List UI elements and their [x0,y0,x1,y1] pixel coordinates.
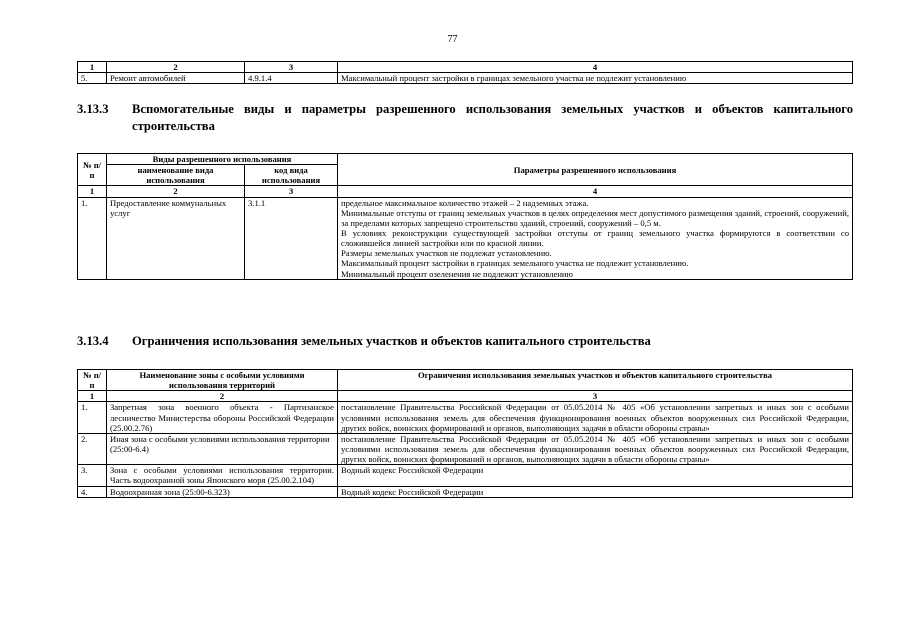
param-line: Минимальный процент озеленения не подлежит установлению [341,268,573,279]
section-title: Вспомогательные виды и параметры разрешенного использования земельных участков и объектов капитального строительства [132,102,853,133]
param-line: Минимальные отступы от границ земельных участков в целях определения мест допустимого размещения зданий, строений, сооружений, за пределами которых запрещено строительство зданий, строений, сооружений – 0,5 м. [341,207,849,228]
table-row [78,486,853,497]
zone-restriction: Водный кодекс Российской Федерации [338,486,853,497]
use-name: Ремонт автомобилей [107,73,245,84]
header-use-name: наименование вида использования [107,165,245,186]
col-number-3: 3 [338,391,853,402]
col-number-1: 1 [78,391,107,402]
col-number-4: 4 [338,186,853,197]
row-number: 2. [78,433,107,464]
use-code: 4.9.1.4 [245,73,338,84]
col-number-4: 4 [338,62,853,73]
row-number: 1. [78,402,107,433]
section-heading-3-13-3 [77,101,853,137]
row-number: 4. [78,486,107,497]
zone-restriction: Водный кодекс Российской Федерации [338,465,853,486]
col-number-2: 2 [107,186,245,197]
section-title: Ограничения использования земельных участков и объектов капитального строительства [132,334,651,348]
table-row [78,197,853,279]
zone-name: Иная зона с особыми условиями использования территории (25:00-6.4) [107,433,338,464]
table-row [78,402,853,433]
row-number: 1. [78,197,107,279]
header-number: № п/п [78,370,107,391]
table-row [78,73,853,84]
header-restrictions: Ограничения использования земельных участков и объектов капитального строительства [338,370,853,391]
header-number: № п/п [78,154,107,186]
use-name: Предоставление коммунальных услуг [107,197,245,279]
table-auxiliary-uses [77,153,853,280]
zone-name: Запретная зона военного объекта - Партизанское лесничество Министерства обороны Российской Федерации (25.00.2.76) [107,402,338,433]
table-header-row [78,154,853,165]
header-zone-name: Наименование зоны с особыми условиями использования территорий [107,370,338,391]
col-number-2: 2 [107,391,338,402]
zone-restriction: постановление Правительства Российской Федерации от 05.05.2014 № 405 «Об установлении запретных и иных зон с особыми условиями использования земель для обеспечения функционирования военных объектов вооруженных сил Российской Федерации, других войск, воинских формирований и органов, выполняющих задачи в области обороны страны» [338,402,853,433]
param-line: В условиях реконструкции существующей застройки отступы от границ земельного участка формируются в соответствии со сложившейся линией застройки или по красной линии. [341,227,849,249]
use-params [338,197,853,279]
section-heading-3-13-4 [77,333,853,351]
table-row [78,465,853,486]
col-number-1: 1 [78,186,107,197]
row-number: 3. [78,465,107,486]
table-header-row [78,370,853,391]
table-row [78,433,853,464]
section-number: 3.13.4 [77,334,109,348]
header-use-types: Виды разрешенного использования [107,154,338,165]
param-line: Максимальный процент застройки в границах земельного участка не подлежит установлению. [341,258,689,269]
table-numbering-row [78,391,853,402]
use-params: Максимальный процент застройки в границах земельного участка не подлежит установлению [338,73,853,84]
table-zone-restrictions [77,369,853,498]
header-use-code: код вида использования [245,165,338,186]
page-number: 77 [447,34,458,45]
zone-name: Зона с особыми условиями использования территории. Часть водоохранной зоны Японского моря (25.00.2.104) [107,465,338,486]
col-number-3: 3 [245,62,338,73]
param-line: предельное максимальное количество этажей – 2 надземных этажа. [341,197,589,208]
col-number-2: 2 [107,62,245,73]
header-params: Параметры разрешенного использования [338,154,853,186]
table-continued [77,61,853,84]
col-number-1: 1 [78,62,107,73]
row-number: 5. [78,73,107,84]
section-number: 3.13.3 [77,102,109,116]
table-numbering-row [78,62,853,73]
use-code: 3.1.1 [245,197,338,279]
param-line: Размеры земельных участков не подлежат установлению. [341,248,552,259]
zone-restriction: постановление Правительства Российской Федерации от 05.05.2014 № 405 «Об установлении запретных и иных зон с особыми условиями использования земель для обеспечения функционирования военных объектов вооруженных сил Российской Федерации, других войск, воинских формирований и органов, выполняющих задачи в области обороны страны» [338,433,853,464]
zone-name: Водоохранная зона (25:00-6.323) [107,486,338,497]
table-numbering-row [78,186,853,197]
col-number-3: 3 [245,186,338,197]
